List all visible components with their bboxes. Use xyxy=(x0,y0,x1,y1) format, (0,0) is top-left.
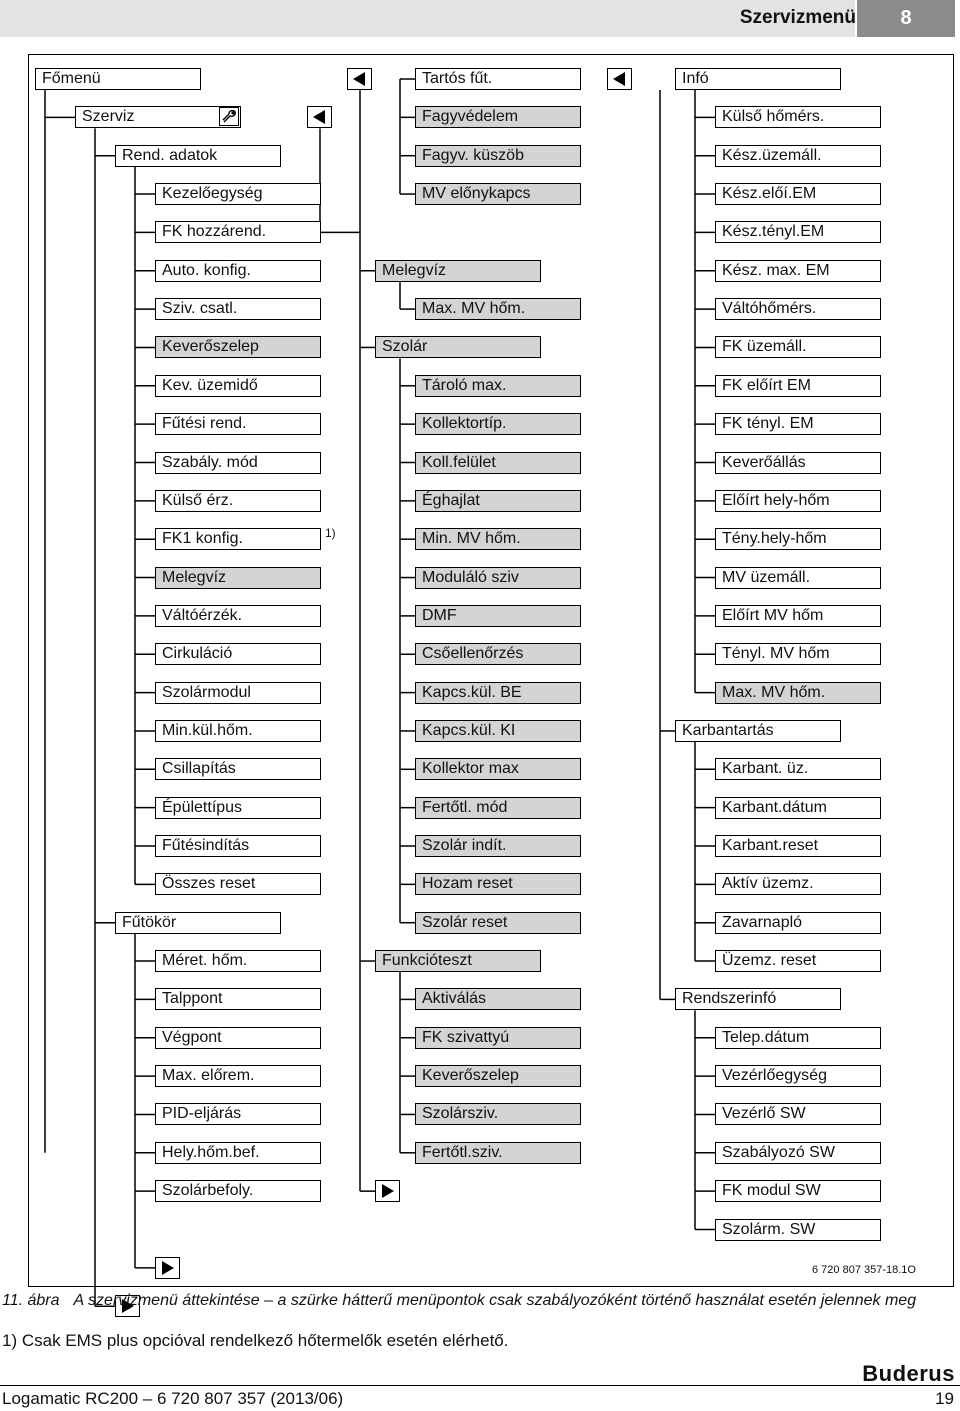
arrow-left-icon[interactable] xyxy=(347,68,372,90)
menu-item-szolarsziv[interactable]: Szolársziv. xyxy=(415,1103,581,1125)
menu-item-melegviz[interactable]: Melegvíz xyxy=(375,260,541,282)
figure-caption xyxy=(2,1292,916,1310)
menu-item-dmf[interactable]: DMF xyxy=(415,605,581,627)
menu-item-hozam-reset[interactable]: Hozam reset xyxy=(415,873,581,895)
menu-item-fk-szivattyu[interactable]: FK szivattyú xyxy=(415,1027,581,1049)
menu-item-vezerlo-sw[interactable]: Vezérlő SW xyxy=(715,1103,881,1125)
menu-item-kesz-max-em[interactable]: Kész. max. EM xyxy=(715,260,881,282)
menu-item-min-mv-hom[interactable]: Min. MV hőm. xyxy=(415,528,581,550)
menu-item-telep-datum[interactable]: Telep.dátum xyxy=(715,1027,881,1049)
menu-item-eloirt-mv-hom[interactable]: Előírt MV hőm xyxy=(715,605,881,627)
page-number: 19 xyxy=(935,1389,954,1408)
menu-item-max-mv-hom[interactable]: Max. MV hőm. xyxy=(715,682,881,704)
menu-item-vezerloegyseg[interactable]: Vezérlőegység xyxy=(715,1065,881,1087)
menu-item-sziv-csatl[interactable]: Sziv. csatl. xyxy=(155,298,321,320)
menu-item-eghajlat[interactable]: Éghajlat xyxy=(415,490,581,512)
menu-item-szolarm-sw[interactable]: Szolárm. SW xyxy=(715,1219,881,1241)
menu-item-uzemz-reset[interactable]: Üzemz. reset xyxy=(715,950,881,972)
menu-item-fertotl-mod[interactable]: Fertőtl. mód xyxy=(415,797,581,819)
back-triangle-icon xyxy=(353,72,365,86)
menu-item-fk-modul-sw[interactable]: FK modul SW xyxy=(715,1180,881,1202)
menu-item-kulso-erz[interactable]: Külső érz. xyxy=(155,490,321,512)
menu-item-csillapitas[interactable]: Csillapítás xyxy=(155,758,321,780)
figure-code: 6 720 807 357-18.1O xyxy=(812,1264,916,1276)
menu-item-szolar[interactable]: Szolár xyxy=(375,336,541,358)
footer-divider xyxy=(0,1385,960,1386)
menu-item-aktivalas[interactable]: Aktiválás xyxy=(415,988,581,1010)
menu-item-kev-uzemido[interactable]: Kev. üzemidő xyxy=(155,375,321,397)
menu-item-szabaly-mod[interactable]: Szabály. mód xyxy=(155,452,321,474)
menu-item-fk-hozzarend[interactable]: FK hozzárend. xyxy=(155,221,321,243)
menu-item-futokor[interactable]: Fűtökör xyxy=(115,912,281,934)
arrow-right-icon[interactable] xyxy=(155,1257,180,1279)
arrow-left-icon[interactable] xyxy=(607,68,632,90)
menu-item-tenyl-mv-hom[interactable]: Tényl. MV hőm xyxy=(715,643,881,665)
menu-item-meret-hom[interactable]: Méret. hőm. xyxy=(155,950,321,972)
menu-item-epulettipus[interactable]: Épülettípus xyxy=(155,797,321,819)
menu-item-vegpont[interactable]: Végpont xyxy=(155,1027,321,1049)
menu-item-mv-uzemall[interactable]: MV üzemáll. xyxy=(715,567,881,589)
menu-item-osszes-reset[interactable]: Összes reset xyxy=(155,873,321,895)
caption-text: A szervizmenü áttekintése – a szürke hátterű menüpontok csak szabályozóként történő használat esetén jelennek meg xyxy=(73,1292,917,1309)
menu-item-kollektor-max[interactable]: Kollektor max xyxy=(415,758,581,780)
menu-item-szerviz[interactable]: Szerviz xyxy=(75,106,241,128)
wrench-icon xyxy=(219,107,239,126)
menu-item-karbant-reset[interactable]: Karbant.reset xyxy=(715,835,881,857)
menu-item-kesz-uzemall[interactable]: Kész.üzemáll. xyxy=(715,145,881,167)
menu-item-keveroszelep[interactable]: Keverőszelep xyxy=(415,1065,581,1087)
menu-item-aktiv-uzemz[interactable]: Aktív üzemz. xyxy=(715,873,881,895)
footnote: 1) Csak EMS plus opcióval rendelkező hőtermelők esetén elérhető. xyxy=(2,1331,509,1350)
footnote-marker: 1) xyxy=(325,526,336,541)
menu-item-fomenu[interactable]: Főmenü xyxy=(35,68,201,90)
menu-item-kesz-eloi-em[interactable]: Kész.előí.EM xyxy=(715,183,881,205)
forward-triangle-icon xyxy=(382,1184,394,1198)
menu-item-rendszerinfo[interactable]: Rendszerinfó xyxy=(675,988,841,1010)
menu-item-kulso-homers[interactable]: Külső hőmérs. xyxy=(715,106,881,128)
caption-number: 11. ábra xyxy=(2,1292,60,1309)
arrow-left-icon[interactable] xyxy=(307,106,332,128)
back-triangle-icon xyxy=(313,110,325,124)
menu-item-funkcioteszt[interactable]: Funkcióteszt xyxy=(375,950,541,972)
wrench-glyph xyxy=(220,108,237,124)
menu-item-eloirt-hely-hom[interactable]: Előírt hely-hőm xyxy=(715,490,881,512)
menu-item-fk1-konfig[interactable]: FK1 konfig. xyxy=(155,528,321,550)
menu-item-fk-eloirt-em[interactable]: FK előírt EM xyxy=(715,375,881,397)
menu-item-info[interactable]: Infó xyxy=(675,68,841,90)
menu-item-csoellenorzes[interactable]: Csőellenőrzés xyxy=(415,643,581,665)
menu-item-szolar-indit[interactable]: Szolár indít. xyxy=(415,835,581,857)
menu-item-kezeloegyseg[interactable]: Kezelőegység xyxy=(155,183,321,205)
menu-item-teny-hely-hom[interactable]: Tény.hely-hőm xyxy=(715,528,881,550)
menu-item-fk-tenyl-em[interactable]: FK tényl. EM xyxy=(715,413,881,435)
menu-item-szolarmodul[interactable]: Szolármodul xyxy=(155,682,321,704)
menu-item-keveroszelep[interactable]: Keverőszelep xyxy=(155,336,321,358)
menu-item-auto-konfig[interactable]: Auto. konfig. xyxy=(155,260,321,282)
menu-item-karbantartas[interactable]: Karbantartás xyxy=(675,720,841,742)
menu-item-fagyv-kuszob[interactable]: Fagyv. küszöb xyxy=(415,145,581,167)
menu-item-keveroallas[interactable]: Keverőállás xyxy=(715,452,881,474)
menu-item-max-mv-hom[interactable]: Max. MV hőm. xyxy=(415,298,581,320)
menu-item-kapcs-kul-ki[interactable]: Kapcs.kül. KI xyxy=(415,720,581,742)
menu-item-fertotl-sziv[interactable]: Fertőtl.sziv. xyxy=(415,1142,581,1164)
header-title: Szervizmenü xyxy=(739,7,856,28)
menu-item-zavarnaplo[interactable]: Zavarnapló xyxy=(715,912,881,934)
menu-item-kapcs-kul-be[interactable]: Kapcs.kül. BE xyxy=(415,682,581,704)
menu-item-koll-felulet[interactable]: Koll.felület xyxy=(415,452,581,474)
menu-item-cirkulacio[interactable]: Cirkuláció xyxy=(155,643,321,665)
menu-item-karbant-datum[interactable]: Karbant.dátum xyxy=(715,797,881,819)
menu-item-tarolo-max[interactable]: Tároló max. xyxy=(415,375,581,397)
menu-item-futesi-rend[interactable]: Fűtési rend. xyxy=(155,413,321,435)
back-triangle-icon xyxy=(613,72,625,86)
menu-item-min-kul-hom[interactable]: Min.kül.hőm. xyxy=(155,720,321,742)
menu-item-tartos-fut[interactable]: Tartós fűt. xyxy=(415,68,581,90)
brand-logo: Buderus xyxy=(862,1361,955,1386)
chapter-number: 8 xyxy=(857,0,955,37)
menu-item-melegviz[interactable]: Melegvíz xyxy=(155,567,321,589)
menu-item-mv-elonykapcs[interactable]: MV előnykapcs xyxy=(415,183,581,205)
menu-item-rend-adatok[interactable]: Rend. adatok xyxy=(115,145,281,167)
menu-item-max-elorem[interactable]: Max. előrem. xyxy=(155,1065,321,1087)
menu-item-futesinditas[interactable]: Fűtésindítás xyxy=(155,835,321,857)
menu-item-szolar-reset[interactable]: Szolár reset xyxy=(415,912,581,934)
menu-item-szabalyozo-sw[interactable]: Szabályozó SW xyxy=(715,1142,881,1164)
arrow-right-icon[interactable] xyxy=(375,1180,400,1202)
menu-item-valtohomers[interactable]: Váltóhőmérs. xyxy=(715,298,881,320)
menu-item-pid-eljaras[interactable]: PID-eljárás xyxy=(155,1103,321,1125)
menu-item-kollektortip[interactable]: Kollektortíp. xyxy=(415,413,581,435)
menu-item-modulalo-sziv[interactable]: Moduláló sziv xyxy=(415,567,581,589)
menu-item-kesz-tenyl-em[interactable]: Kész.tényl.EM xyxy=(715,221,881,243)
menu-item-karbant-uz[interactable]: Karbant. üz. xyxy=(715,758,881,780)
menu-item-valtoerzek[interactable]: Váltóérzék. xyxy=(155,605,321,627)
forward-triangle-icon xyxy=(162,1261,174,1275)
footer-document: Logamatic RC200 – 6 720 807 357 (2013/06) xyxy=(2,1389,344,1408)
menu-item-szolarbefoly[interactable]: Szolárbefoly. xyxy=(155,1180,321,1202)
menu-item-fagyvedelem[interactable]: Fagyvédelem xyxy=(415,106,581,128)
menu-item-fk-uzemall[interactable]: FK üzemáll. xyxy=(715,336,881,358)
menu-item-hely-hom-bef[interactable]: Hely.hőm.bef. xyxy=(155,1142,321,1164)
menu-item-talppont[interactable]: Talppont xyxy=(155,988,321,1010)
